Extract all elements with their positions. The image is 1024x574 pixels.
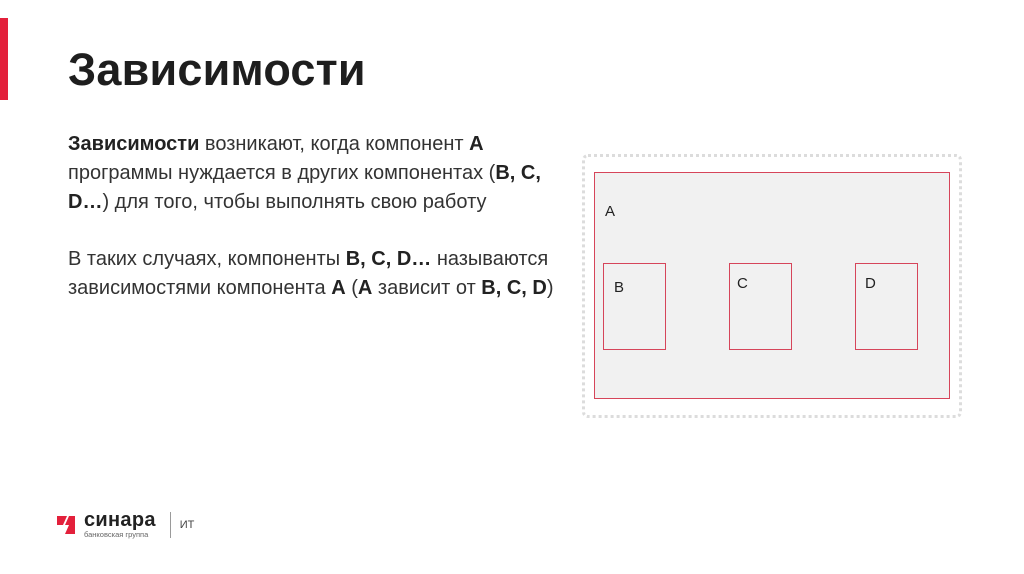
term-bold: B, C, D… [68,162,541,213]
component-a-label: A [605,203,616,220]
paragraph-definition [68,130,558,217]
component-d-label: D [865,275,876,292]
text-fragment: называются зависимостями компонента [68,248,549,299]
text-fragment: программы нуждается в других компонентах ( [68,162,496,184]
term-bold: B, C, D… [345,248,432,270]
brand-name: синара [84,508,156,531]
term-bold: B, C, D [481,277,547,299]
text-block [68,130,558,331]
sinara-logo-icon [54,513,78,537]
accent-bar [0,18,8,100]
text-fragment: ) [546,277,554,299]
slide-title: Зависимости [68,44,366,95]
logo-divider [170,512,171,538]
term-bold: A [469,133,484,155]
text-fragment: зависит от [372,277,482,299]
term-bold: Зависимости [68,133,200,155]
text-fragment: ) для того, чтобы выполнять свою работу [102,191,487,213]
term-bold: A [357,277,373,299]
text-fragment: ( [345,277,358,299]
text-fragment: возникают, когда компонент [199,133,470,155]
footer-logo [54,508,195,539]
paragraph-explanation [68,245,558,303]
component-c-label: C [737,275,748,292]
term-bold: A [331,277,346,299]
text-fragment: В таких случаях, компоненты [68,248,346,270]
brand-subtitle: банковская группа [84,529,149,539]
component-b-label: B [614,279,625,296]
unit-label: ИТ [179,519,195,531]
logo-text [84,508,156,539]
component-b-box [603,263,666,350]
